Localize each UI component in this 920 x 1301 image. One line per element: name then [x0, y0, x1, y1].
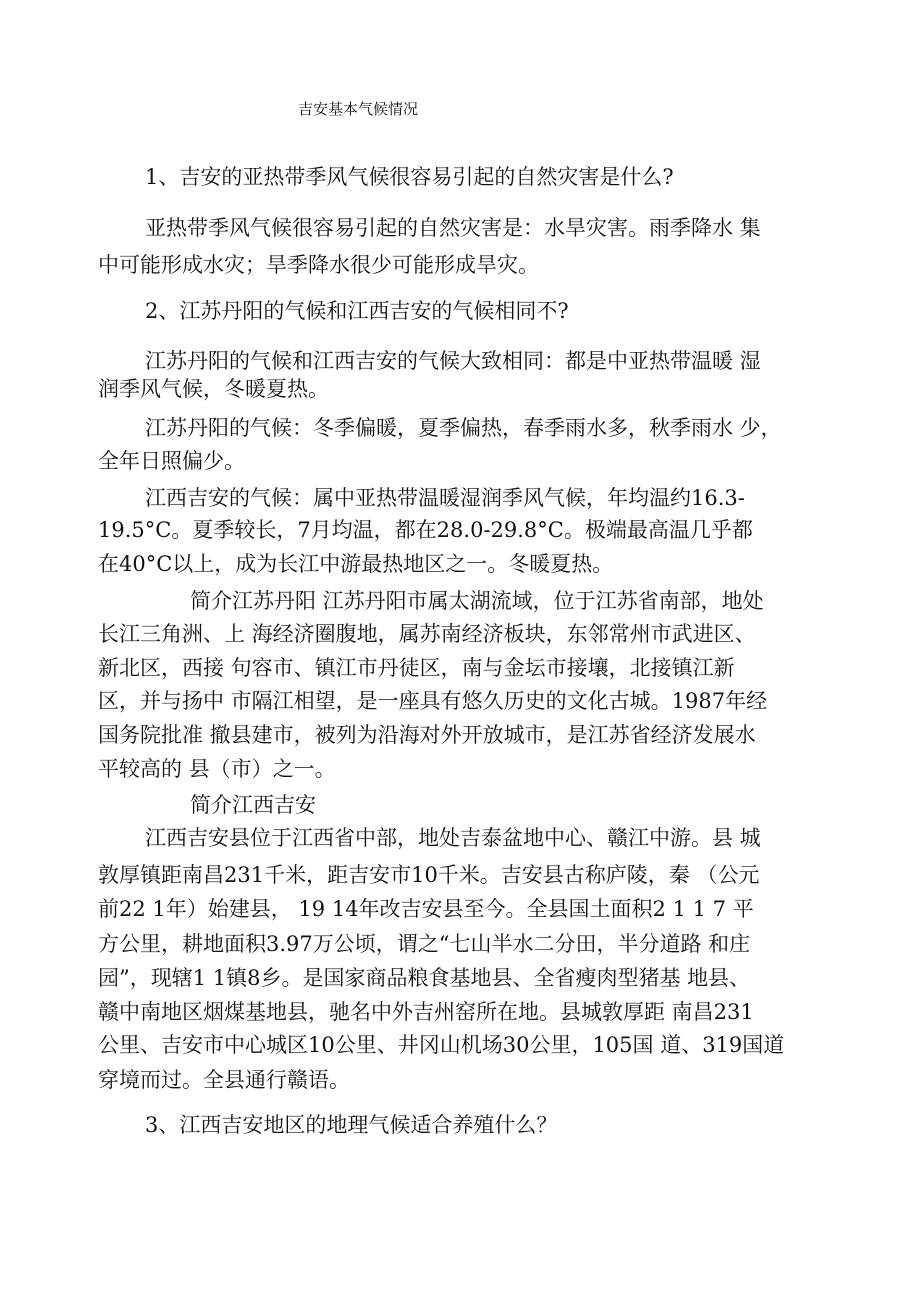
- danyang-intro-line-2: 长江三角洲、上 海经济圈腹地，属苏南经济板块，东邻常州市武进区、: [98, 622, 756, 646]
- jian-intro-line-1: 江西吉安县位于江西省中部，地处吉泰盆地中心、赣江中游。县 城: [145, 826, 761, 850]
- jian-intro-line-5: 园”，现辖1 1镇8乡。是国家商品粮食基地县、全省瘦肉型猪基 地县、: [98, 966, 751, 990]
- danyang-intro-line-3: 新北区，西接 句容市、镇江市丹徒区，南与金坛市接壤，北接镇江新: [98, 656, 735, 680]
- danyang-climate-line-2: 全年日照偏少。: [98, 449, 245, 473]
- jian-intro-line-2: 敦厚镇距南昌231千米，距吉安市10千米。吉安县古称庐陵，秦 （公元: [98, 863, 760, 887]
- answer-1-line-2: 中可能形成水灾；旱季降水很少可能形成旱灾。: [98, 253, 539, 277]
- answer-2-line-2: 润季风气候，冬暖夏热。: [98, 377, 329, 401]
- jian-intro-line-6: 赣中南地区烟煤基地县，驰名中外吉州窑所在地。县城敦厚距 南昌231: [98, 1000, 754, 1024]
- question-1: 1、吉安的亚热带季风气候很容易引起的自然灾害是什么?: [145, 165, 674, 189]
- danyang-climate-line-1: 江苏丹阳的气候：冬季偏暖，夏季偏热，春季雨水多，秋季雨水 少，: [145, 416, 782, 440]
- jian-intro-line-4: 方公里，耕地面积3.97万公顷，谓之“七山半水二分田，半分道路 和庄: [98, 932, 751, 956]
- jian-intro-heading: 简介江西吉安: [190, 793, 316, 817]
- answer-1-line-1: 亚热带季风气候很容易引起的自然灾害是：水旱灾害。雨季降水 集: [145, 216, 761, 240]
- danyang-intro-line-5: 国务院批准 撤县建市，被列为沿海对外开放城市，是江苏省经济发展水: [98, 723, 756, 747]
- jian-climate-line-3: 在40°C以上，成为长江中游最热地区之一。冬暖夏热。: [98, 552, 614, 576]
- jian-climate-line-1: 江西吉安的气候：属中亚热带温暖湿润季风气候，年均温约16.3-: [145, 486, 745, 510]
- jian-intro-line-8: 穿境而过。全县通行赣语。: [98, 1068, 350, 1092]
- jian-climate-line-2: 19.5°C。夏季较长，7月均温，都在28.0-29.8°C。极端最高温几乎都: [98, 518, 753, 542]
- danyang-intro-line-4: 区，并与扬中 市隔江相望，是一座具有悠久历史的文化古城。1987年经: [98, 689, 768, 713]
- document-title: 吉安基本气候情况: [298, 100, 419, 118]
- question-2: 2、江苏丹阳的气候和江西吉安的气候相同不?: [145, 299, 569, 323]
- danyang-intro-line-1: 简介江苏丹阳 江苏丹阳市属太湖流域，位于江苏省南部，地处: [190, 589, 764, 613]
- question-3: 3、江西吉安地区的地理气候适合养殖什么？: [145, 1113, 558, 1137]
- danyang-intro-line-6: 平较高的 县（市）之一。: [98, 757, 336, 781]
- jian-intro-line-3: 前22 1年）始建县， 19 14年改吉安县至今。全县国土面积2 1 1 7 平: [98, 897, 754, 921]
- jian-intro-line-7: 公里、吉安市中心城区10公里、井冈山机场30公里，105国 道、319国道: [98, 1033, 785, 1057]
- answer-2-line-1: 江苏丹阳的气候和江西吉安的气候大致相同：都是中亚热带温暖 湿: [145, 349, 761, 373]
